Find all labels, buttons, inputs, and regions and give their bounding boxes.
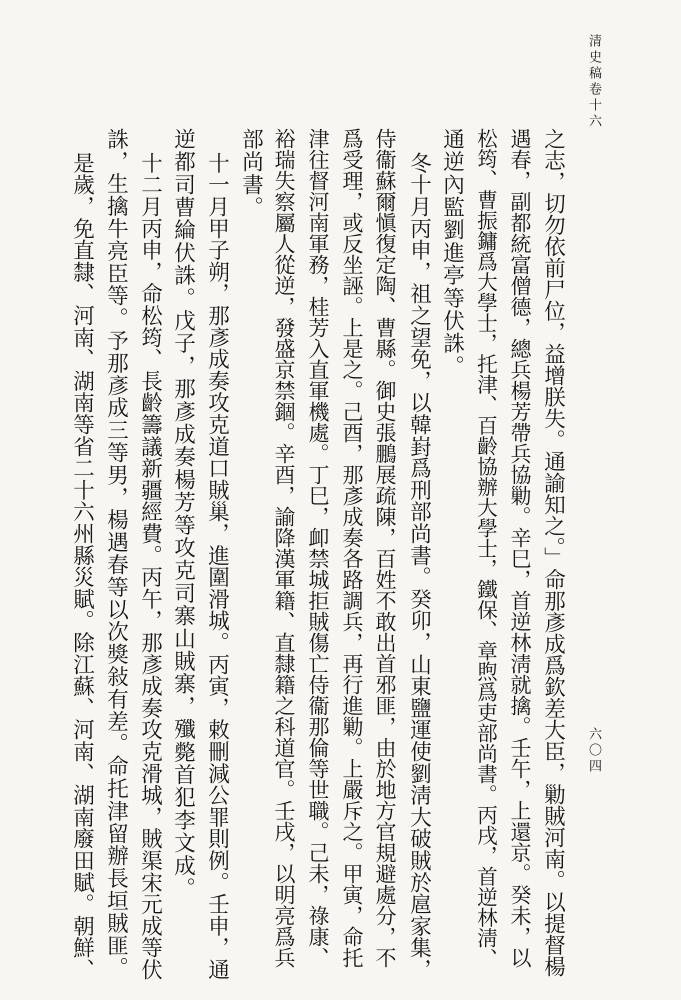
text-column: 之志，切勿依前尸位，益增朕失。通諭知之。」命那彥成爲欽差大臣，勦賊河南。以提督楊 bbox=[540, 128, 566, 978]
text-column: 津往督河南軍務，桂芳入直軍機處。丁巳，卹禁城拒賊傷亡侍衞那倫等世職。己未，祿康、 bbox=[306, 128, 330, 968]
running-header-title: 清史稿卷十六 bbox=[586, 34, 601, 130]
text-column: 通逆內監劉進亭等伏誅。 bbox=[439, 128, 465, 378]
text-column: 部尚書。 bbox=[238, 128, 264, 219]
text-column: 十一月甲子朔，那彥成奏攻克道口賊巢，進圍滑城。丙寅，敕刪減公罪則例。壬申，通 bbox=[204, 152, 230, 981]
text-column: 誅，生擒牛亮臣等。予那彥成三等男，楊遇春等以次獎敍有差。命托津留辦長垣賊匪。 bbox=[103, 128, 129, 980]
page-number: 六〇四 bbox=[586, 727, 601, 775]
text-column: 逆都司曹綸伏誅。戊子，那彥成奏楊芳等攻克司寨山賊寨，殲斃首犯李文成。 bbox=[170, 128, 196, 900]
text-column: 冬十月丙申，祖之望免，以韓崶爲刑部尚書。癸卯，山東鹽運使劉淸大破賊於扈家集， bbox=[406, 152, 432, 981]
text-column: 裕瑞失察屬人從逆，發盛京禁錮。辛酉，諭降漢軍籍、直隸籍之科道官。壬戌，以明亮爲兵 bbox=[272, 128, 296, 968]
text-column: 爲受理，或反坐誣。上是之。己酉，那彥成奏各路調兵，再行進勦。上嚴斥之。甲寅，命托 bbox=[340, 128, 364, 968]
text-column: 侍衞蘇爾愼復定陶、曹縣。御史張鵬展疏陳，百姓不敢出首邪匪，由於地方官規避處分，不 bbox=[373, 128, 397, 968]
text-column: 遇春，副都統富僧德，總兵楊芳帶兵協勦。辛巳，首逆林淸就擒。壬午，上還京。癸未，以 bbox=[508, 128, 532, 968]
text-column: 是歲，免直隸、河南、湖南等省二十六州縣災賦。除江蘇、河南、湖南廢田賦。朝鮮、 bbox=[69, 152, 95, 981]
text-column: 十二月丙申，命松筠、長齡籌議新疆經費。丙午，那彥成奏攻克滑城，賊渠宋元成等伏 bbox=[137, 152, 163, 981]
text-column: 松筠、曹振鏞爲大學士，托津、百齡協辦大學士，鐵保、章煦爲吏部尚書。丙戌，首逆林淸、 bbox=[473, 128, 498, 969]
